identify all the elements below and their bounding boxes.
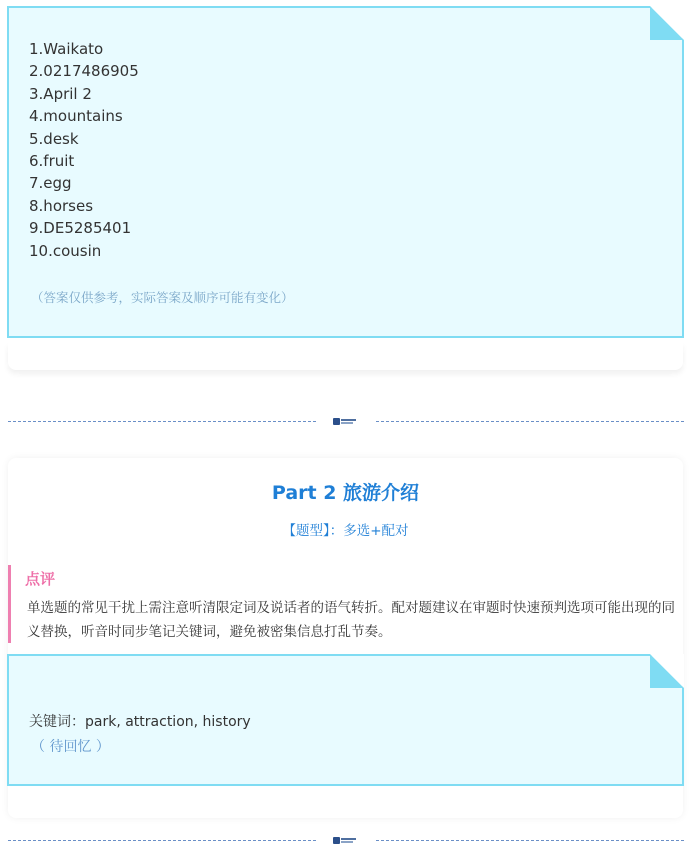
answer-item: 9.DE5285401 (29, 219, 132, 238)
comment-text: 单选题的常见干扰上需注意听清限定词及说话者的语气转折。配对题建议在审题时快速预判选项可能出现的同义替换，听音时同步笔记关键词，避免被密集信息打乱节奏。 (27, 600, 675, 640)
answer-box (7, 6, 684, 338)
divider-line (8, 840, 316, 841)
card-bottom-edge (8, 342, 683, 370)
divider-line (376, 421, 684, 422)
answer-list (29, 38, 139, 262)
brand-logo-icon (333, 835, 357, 845)
divider-line (8, 421, 316, 422)
part2-title: Part 2 旅游介绍 (271, 482, 420, 504)
answer-item: 1.Waikato (29, 40, 104, 58)
answer-disclaimer: （答案仅供参考，实际答案及顺序可能有变化） (31, 290, 294, 305)
page-fold-corner-icon (650, 6, 684, 40)
section-divider (8, 416, 684, 428)
section-divider (8, 835, 684, 847)
divider-line (376, 840, 684, 841)
answer-item: 8.horses (29, 196, 94, 215)
answer-item: 5.desk (29, 129, 79, 148)
answer-item: 10.cousin (29, 241, 102, 260)
page-fold-corner-icon (650, 654, 684, 688)
answer-item: 7.egg (29, 174, 72, 193)
pending-recall-text: （ 待回忆 ） (31, 739, 110, 755)
answer-item: 6.fruit (29, 152, 75, 171)
keywords-text: 关键词：park, attraction, history (29, 714, 251, 730)
answer-item: 2.0217486905 (29, 62, 139, 81)
comment-heading: 点评 (25, 570, 56, 588)
keyword-box (7, 654, 684, 786)
brand-logo-icon (333, 416, 357, 426)
question-type: 【题型】：多选+配对 (282, 523, 409, 539)
answer-item: 4.mountains (29, 107, 123, 126)
comment-block (8, 565, 691, 643)
answer-item: 3.April 2 (29, 84, 92, 103)
